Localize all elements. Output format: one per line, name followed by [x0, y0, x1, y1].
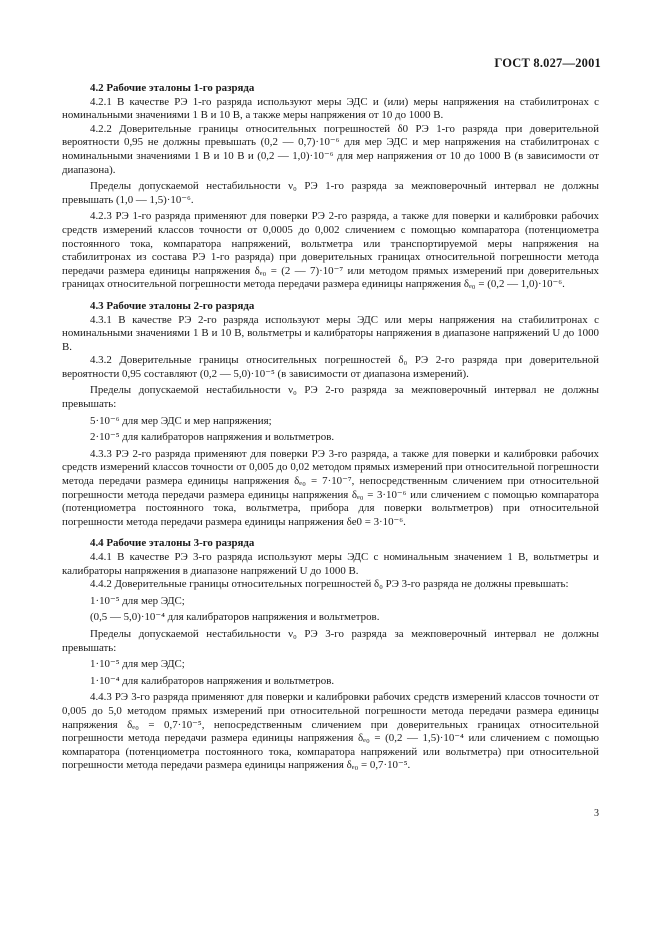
standard-header: ГОСТ 8.027—2001 [494, 56, 601, 70]
paragraph: 4.4.2 Доверительные границы относительных погрешностей δ₀ РЭ 3-го разряда не должны превышать: [90, 578, 569, 591]
list-item: 5·10⁻⁶ для мер ЭДС и мер напряжения; [90, 414, 272, 427]
paragraph: 4.3.1 В качестве РЭ 2-го разряда используют меры ЭДС или меры напряжения на стабилитронах с номинальными значениями 1 В и 10 В, вольтметры и калибраторы напряжения в диапазоне напряжений U до 1000 В. [62, 313, 599, 353]
paragraph: 4.2.1 В качестве РЭ 1-го разряда используют меры ЭДС и (или) меры напряжения на стабилитронах с номинальными значениями 1 В и 10 В, а также меры напряжения от 10 до 1000 В. [62, 95, 599, 122]
paragraph: Пределы допускаемой нестабильности ν₀ РЭ 3-го разряда за межповерочный интервал не должны превышать: [62, 627, 599, 654]
section-heading-4-4: 4.4 Рабочие эталоны 3-го разряда [90, 537, 255, 550]
paragraph: 4.4.3 РЭ 3-го разряда применяют для поверки и калибровки рабочих средств измерений классов точности от 0,005 до 5,0 методом прямых измерений при относительной погрешности метода передачи размера единицы напряжения δₑ₀ = 0,7·10⁻⁵, непосредственным сличением при доверительных границах относительной погрешности метода передачи размера единицы напряжения δₑ₀ = (0,2 — 1,5)·10⁻⁴ или сличением с помощью компаратора (потенциометра постоянного тока, компаратора напряжений или вольтметра) при относительной погрешности метода передачи размера единицы напряжения δₑ₀ = 0,7·10⁻⁵. [62, 691, 599, 772]
paragraph: 4.2.2 Доверительные границы относительных погрешностей δ0 РЭ 1-го разряда при доверительной вероятности 0,95 не должны превышать (0,2 — 0,7)·10⁻⁶ для мер ЭДС и мер напряжения на стабилитронах с номинальными значениями 1 В и 10 В и (0,2 — 1,0)·10⁻⁶ для мер напряжения от 10 до 1000 В (в зависимости от диапазона). [62, 122, 599, 176]
paragraph: 4.3.3 РЭ 2-го разряда применяют для поверки РЭ 3-го разряда, а также для поверки и калибровки рабочих средств измерений классов точности от 0,005 до 0,02 методом прямых измерений при относительной погрешности метода передачи размера единицы напряжения δₑ₀ = 7·10⁻⁷, непосредственным сличением при относительной погрешности метода передачи размера единицы напряжения δₑ₀ = 3·10⁻⁶ или сличением с помощью компаратора (потенциометра постоянного тока, вольтметра, прибора для поверки вольтметров) при относительной погрешности метода передачи размера единицы напряжения δе0 = 3·10⁻⁶. [62, 447, 599, 528]
section-heading-4-3: 4.3 Рабочие эталоны 2-го разряда [90, 299, 255, 312]
document-body [62, 82, 599, 773]
list-item: 1·10⁻⁴ для калибраторов напряжения и вольтметров. [90, 674, 335, 687]
page-number: 3 [594, 808, 599, 819]
section-heading-4-2: 4.2 Рабочие эталоны 1-го разряда [90, 82, 255, 94]
list-item: (0,5 — 5,0)·10⁻⁴ для калибраторов напряжения и вольтметров. [90, 611, 380, 624]
paragraph: 4.2.3 РЭ 1-го разряда применяют для поверки РЭ 2-го разряда, а также для поверки и калибровки рабочих средств измерений классов точности от 0,0005 до 0,002 сличением с помощью компаратора (потенциометра постоянного тока, компаратора напряжений, вольтметра или транспортируемой меры напряжения на стабилитронах из состава РЭ 1-го разряда) при доверительных границах относительной погрешности метода передачи размера единицы напряжения δₑ₀ = (2 — 7)·10⁻⁷ или методом прямых измерений при доверительных границах относительной погрешности метода передачи размера единицы напряжения δₑ₀ = (0,2 — 1,0)·10⁻⁶. [62, 210, 599, 291]
paragraph: Пределы допускаемой нестабильности ν₀ РЭ 1-го разряда за межповерочный интервал не должны превышать (1,0 — 1,5)·10⁻⁶. [62, 180, 599, 206]
list-item: 1·10⁻⁵ для мер ЭДС; [90, 594, 185, 607]
list-item: 1·10⁻⁵ для мер ЭДС; [90, 658, 185, 671]
list-item: 2·10⁻⁵ для калибраторов напряжения и вольтметров. [90, 431, 335, 444]
paragraph: Пределы допускаемой нестабильности ν₀ РЭ 2-го разряда за межповерочный интервал не должны превышать: [62, 384, 599, 411]
paragraph: 4.3.2 Доверительные границы относительных погрешностей δ₀ РЭ 2-го разряда при доверительной вероятности 0,95 составляют (0,2 — 5,0)·10⁻⁵ (в зависимости от диапазона измерений). [62, 354, 599, 380]
paragraph: 4.4.1 В качестве РЭ 3-го разряда используют меры ЭДС с номинальным значением 1 В, вольтметры и калибраторы напряжения в диапазоне напряжений U до 1000 В. [62, 551, 599, 577]
